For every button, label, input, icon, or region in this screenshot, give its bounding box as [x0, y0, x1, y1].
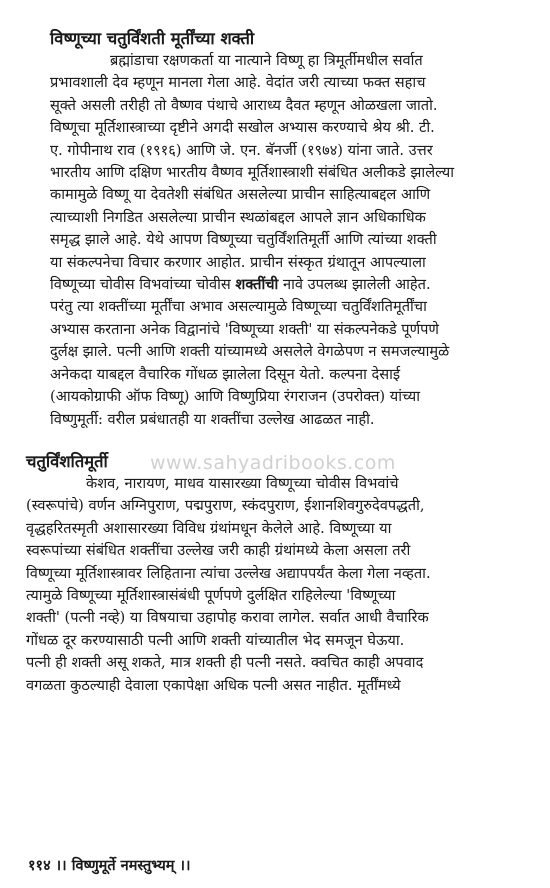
paragraph [22, 473, 532, 697]
text-line: (आयकोग्राफी ऑफ विष्णू) आणि विष्णुप्रिया रंगराजन (उपरोक्त) यांच्या [50, 388, 421, 406]
text-segment: नावे उपलब्ध झालेली आहेत. [278, 276, 431, 294]
text-line: (स्वरूपांचे) वर्णन अग्निपुराण, पद्मपुराण, स्कंदपुराण, ईशानशिवगुरुदेवपद्धती, [26, 497, 425, 515]
section-heading: विष्णूच्या चतुर्विंशती मूर्तींच्या शक्ती [50, 29, 255, 48]
text-line: ए. गोपीनाथ राव (१९१६) आणि जे. एन. बॅनर्जी (१९७४) यांना जाते. उत्तर [50, 141, 433, 159]
text-line: पत्नी ही शक्ती असू शकते, मात्र शक्ती ही पत्नी नसते. क्वचित काही अपवाद [26, 654, 424, 672]
text-line: कामामुळे विष्णू या देवतेशी संबंधित असलेल्या प्राचीन साहित्याबद्दल आणि [50, 186, 431, 204]
page-body [22, 28, 532, 697]
text-line: दुर्लक्ष झाले. पत्नी आणि शक्ती यांच्यामध्ये असलेले वेगळेपण न समजल्यामुळे [50, 343, 450, 361]
section-shakti [22, 28, 532, 431]
text-line: शक्ती' (पत्नी नव्हे) या विषयाचा उहापोह करावा लागेल. सर्वात आधी वैचारिक [26, 609, 429, 627]
page-footer: ११४ ।। विष्णुमूर्ते नमस्तुभ्यम् ।। [28, 857, 191, 874]
section-heading: चतुर्विंशतिमूर्ती [26, 451, 108, 471]
section-chaturvimshati [22, 451, 532, 697]
text-line: त्यामुळे विष्णूच्या मूर्तिशास्त्रासंबंधी पूर्णपणे दुर्लक्षित राहिलेल्या 'विष्णूच्या [26, 586, 396, 604]
text-line: अनेकदा याबद्दल वैचारिक गोंधळ झालेला दिसून येतो. कल्पना देसाई [50, 365, 401, 383]
watermark: www.sahyadribooks.com [150, 452, 396, 474]
text-line: केशव, नारायण, माधव यासारख्या विष्णूच्या चोवीस विभवांचे [86, 474, 399, 492]
text-line: विष्णूच्या मूर्तिशास्त्रावर लिहिताना त्यांचा उल्लेख अद्यापपर्यंत केला गेला नव्हता. [26, 564, 431, 582]
text-line: अभ्यास करताना अनेक विद्वानांचे 'विष्णूच्या शक्ती' या संकल्पनेकडे पूर्णपणे [50, 320, 439, 338]
text-line: स्वरूपांच्या संबंधित शक्तींचा उल्लेख जरी काही ग्रंथांमध्ये केला असला तरी [26, 542, 411, 560]
text-line: प्रभावशाली देव म्हणून मानला गेला आहे. वेदांत जरी त्याच्या फक्त सहाच [50, 74, 426, 92]
text-line: विष्णुमूर्ती: वरील प्रबंधातही या शक्तींचा उल्लेख आढळत नाही. [50, 410, 375, 428]
text-line: भारतीय आणि दक्षिण भारतीय वैष्णव मूर्तिशास्त्राशी संबंधित अलीकडे झालेल्या [50, 164, 454, 182]
paragraph [22, 50, 532, 431]
bold-word: शक्तींची [235, 276, 279, 294]
text-line: विष्णूचा मूर्तिशास्त्राच्या दृष्टीने अगदी सखोल अभ्यास करण्याचे श्रेय श्री. टी. [50, 119, 435, 137]
text-line: गोंधळ दूर करण्यासाठी पत्नी आणि शक्ती यांच्यातील भेद समजून घेऊया. [26, 631, 405, 649]
text-line: वगळता कुठल्याही देवाला एकापेक्षा अधिक पत्नी असत नाहीत. मूर्तींमध्ये [26, 676, 401, 694]
text-line: त्याच्याशी निगडित असलेल्या प्राचीन स्थळांबद्दल आपले ज्ञान अधिकाधिक [50, 208, 426, 226]
text-line: परंतु त्या शक्तींच्या मूर्तींचा अभाव असल्यामुळे विष्णूच्या चतुर्विंशतिमूर्तींचा [50, 298, 427, 316]
text-line: ब्रह्मांडाचा रक्षणकर्ता या नात्याने विष्णू हा त्रिमूर्तीमधील सर्वात [110, 52, 423, 69]
text-line: या संकल्पनेचा विचार करणार आहोत. प्राचीन संस्कृत ग्रंथातून आपल्याला [50, 253, 426, 271]
text-segment: विष्णूच्या चोवीस विभवांच्या चोवीस [50, 276, 236, 294]
text-line: वृद्धहरितस्मृती अशासारख्या विविध ग्रंथांमधून केलेले आहे. विष्णूच्या या [26, 519, 392, 537]
text-line [50, 274, 532, 296]
text-line: सूक्ते असली तरीही तो वैष्णव पंथाचे आराध्य दैवत म्हणून ओळखला जातो. [50, 96, 438, 114]
text-line: समृद्ध झाले आहे. येथे आपण विष्णूच्या चतुर्विंशतिमूर्ती आणि त्यांच्या शक्ती [50, 231, 437, 249]
